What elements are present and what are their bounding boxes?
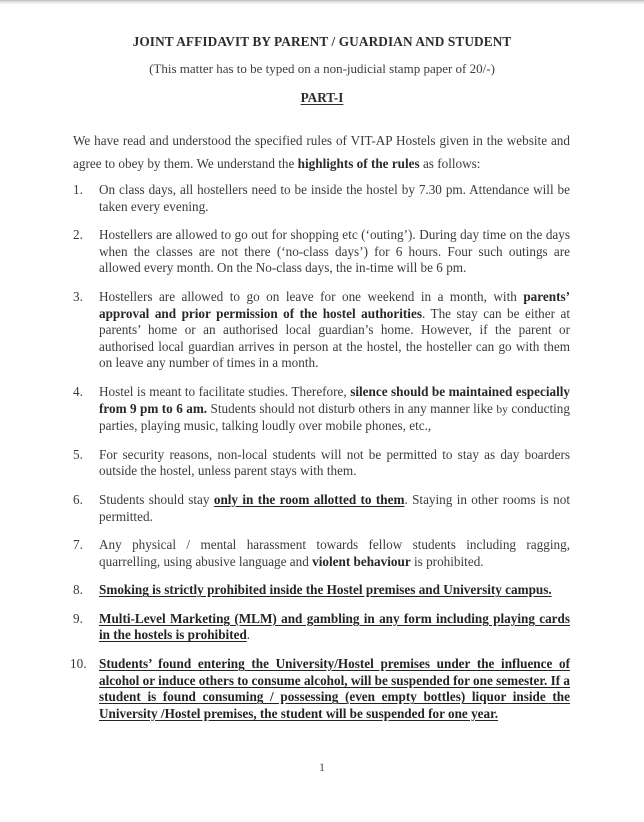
document-subtitle: (This matter has to be typed on a non-judicial stamp paper of 20/-)	[149, 61, 495, 76]
rule-text-part2: is prohibited.	[410, 553, 484, 569]
part-heading	[0, 89, 644, 107]
rule-bold-phrase: silence should be maintained especially from 9 pm to 6 am.	[99, 383, 571, 416]
rule-text	[99, 611, 570, 643]
rule-text: For security reasons, non-local students will not be permitted to stay as day boarders outside the hostel, unless parent stays with them.	[99, 446, 570, 479]
rule-number: 6.	[73, 491, 83, 507]
intro-text-2: as follows:	[419, 155, 481, 171]
rule-item-6	[73, 492, 570, 525]
rule-text	[99, 384, 570, 433]
rule-text: Students’ found entering the University/Hostel premises under the influence of alcohol or induce others to consume alcohol, will be suspended for one semester. If a student is found consuming / possessing (even empty bottles) liquor inside the University /Hostel premises, the student will be suspended for one year.	[99, 656, 570, 721]
rule-item-7	[73, 537, 570, 570]
rule-text-part1: Hostel is meant to facilitate studies. Therefore,	[99, 383, 351, 399]
rule-text-part2: Students should not disturb others in any manner like	[207, 400, 497, 416]
rule-number: 4.	[73, 383, 83, 399]
rule-text	[99, 537, 570, 569]
rule-number: 5.	[73, 446, 83, 462]
rule-text: Hostellers are allowed to go out for shopping etc (‘outing’). During day time on the days when the classes are not there (‘no-class days’) for 6 hours. Four such outings are allowed every month. On the No-class days, the in-time will be 6 pm.	[99, 227, 570, 276]
rule-text-part3: conducting parties, playing music, talking loudly over mobile phones, etc.,	[99, 400, 570, 434]
rule-text-small-word: by	[496, 402, 508, 416]
rule-bold-phrase: parents’ approval and prior permission of the hostel authorities	[99, 288, 570, 321]
document-title: JOINT AFFIDAVIT BY PARENT / GUARDIAN AND STUDENT	[132, 34, 512, 49]
rule-number: 1.	[73, 182, 83, 197]
rule-number: 10.	[70, 656, 87, 672]
intro-paragraph	[73, 130, 570, 175]
rule-item-10	[70, 656, 570, 722]
rule-number: 2.	[73, 227, 83, 243]
rule-number: 9.	[73, 610, 83, 626]
rule-text-part2: . Staying in other rooms is not permitted.	[99, 491, 570, 524]
rule-text: Smoking is strictly prohibited inside the Hostel premises and University campus.	[99, 582, 552, 598]
intro-text-1: We have read and understood the specified rules of VIT-AP Hostels given in the website and agree to obey by them. We understand the	[73, 133, 570, 171]
rule-item-2	[73, 227, 570, 277]
rule-number: 7.	[73, 537, 83, 553]
rule-item-4	[73, 384, 570, 435]
intro-bold-phrase: highlights of the rules	[297, 155, 420, 171]
rule-bold-underline-phrase: Multi-Level Marketing (MLM) and gambling in any form including playing cards in the hostels is prohibited	[99, 610, 570, 643]
document-body	[70, 130, 571, 722]
rule-text-trailing: .	[246, 627, 251, 643]
rule-text-part1: Any physical / mental harassment towards fellow students including ragging, quarrelling, using abusive language and	[99, 537, 570, 569]
rule-item-5	[73, 447, 570, 480]
rule-item-3	[73, 289, 570, 372]
rule-bold-phrase: violent behaviour	[312, 553, 411, 569]
rule-number: 8.	[73, 582, 83, 598]
rule-item-1	[73, 182, 570, 215]
rule-text	[99, 492, 570, 524]
rule-text-part2: . The stay can be either at parents’ home or an authorised local guardian’s home. However, if the parent or authorised local guardian arrives in person at the hostel, the hosteller can go with them on leave any number of times in a month.	[99, 305, 570, 371]
rule-text-part1: Students should stay	[99, 491, 214, 507]
page-number: 1	[319, 760, 325, 774]
rule-text	[99, 289, 570, 370]
rule-bold-underline-phrase: only in the room allotted to them	[213, 491, 405, 507]
rule-item-8	[73, 582, 570, 599]
rule-item-9	[73, 611, 570, 644]
rules-list	[70, 182, 571, 722]
rule-text-part1: Hostellers are allowed to go on leave for one weekend in a month, with	[99, 288, 524, 304]
rule-number: 3.	[73, 288, 83, 304]
rule-text: On class days, all hostellers need to be inside the hostel by 7.30 pm. Attendance will be taken every evening.	[99, 182, 570, 214]
part-heading-label: PART-I	[300, 90, 344, 105]
